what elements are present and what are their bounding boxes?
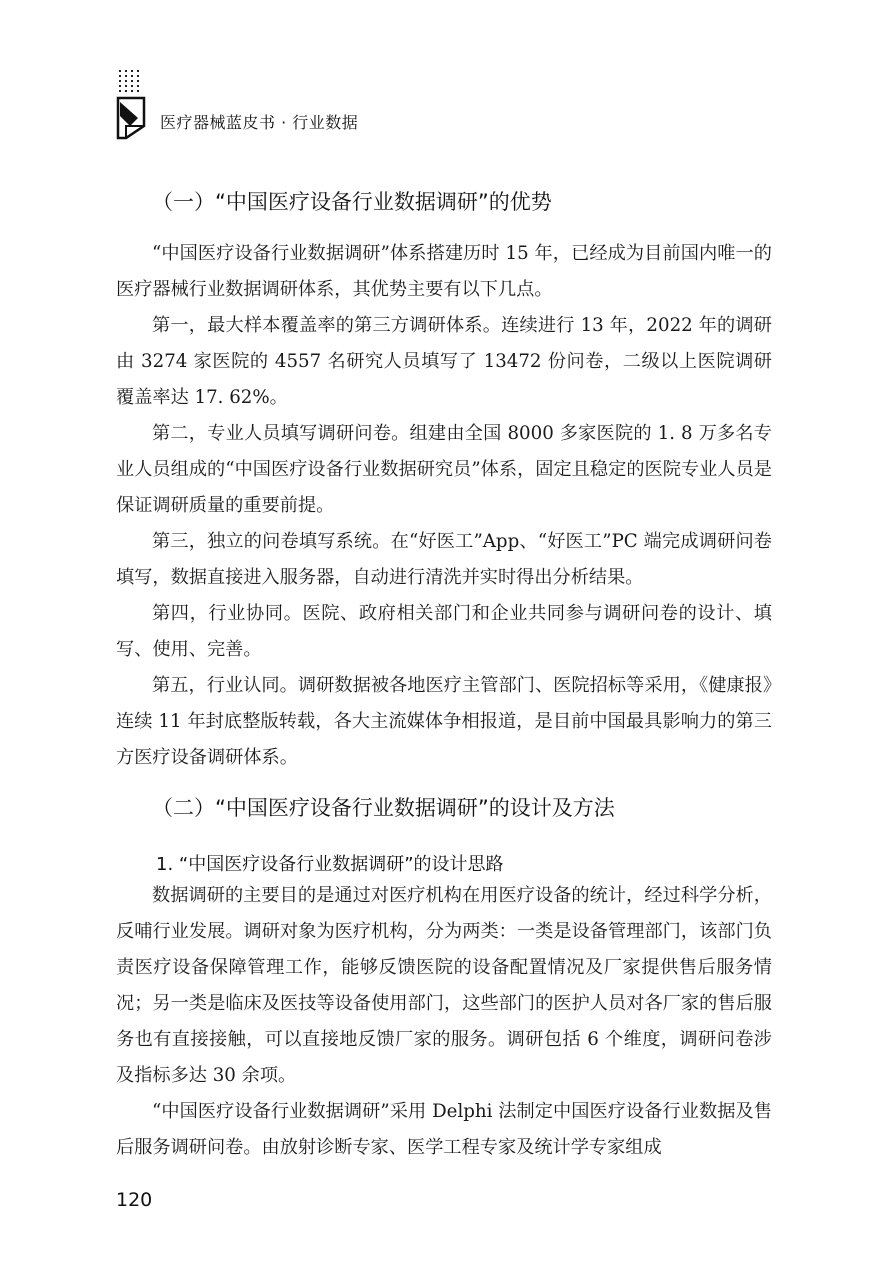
running-header-title: 医疗器械蓝皮书 · 行业数据 [160,113,359,132]
paragraph: 第五，行业认同。调研数据被各地医疗主管部门、医院招标等采用，《健康报》连续 11 年封底整版转载，各大主流媒体争相报道，是目前中国最具影响力的第三方医疗设备调研体系。 [116,675,772,768]
paragraph: “中国医疗设备行业数据调研”采用 Delphi 法制定中国医疗设备行业数据及售后服务调研问卷。由放射诊断专家、医学工程专家及统计学专家组成 [116,1101,772,1158]
sub-heading-design-ideas: 1. “中国医疗设备行业数据调研”的设计思路 [156,854,504,875]
paragraph: 第三，独立的问卷填写系统。在“好医工”App、“好医工”PC 端完成调研问卷填写，数据直接进入服务器，自动进行清洗并实时得出分析结果。 [116,531,772,588]
section-heading-advantages: （一）“中国医疗设备行业数据调研”的优势 [152,190,552,214]
section-heading-design-methods: （二）“中国医疗设备行业数据调研”的设计及方法 [152,796,615,820]
paragraph: 数据调研的主要目的是通过对医疗机构在用医疗设备的统计，经过科学分析，反哺行业发展。调研对象为医疗机构，分为两类：一类是设备管理部门，该部门负责医疗设备保障管理工作，能够反馈医院的设备配置情况及厂家提供售后服务情况；另一类是临床及医技等设备使用部门，这些部门的医护人员对各厂家的售后服务也有直接接触，可以直接地反馈厂家的服务。调研包括 6 个维度，调研问卷涉及指标多达 30 余项。 [116,885,772,1086]
paragraph: 第四，行业协同。医院、政府相关部门和企业共同参与调研问卷的设计、填写、使用、完善。 [116,603,772,660]
paragraph: 第二，专业人员填写调研问卷。组建由全国 8000 多家医院的 1. 8 万多名专业人员组成的“中国医疗设备行业数据研究员”体系，固定且稳定的医院专业人员是保证调研质量的重要前提。 [116,423,772,516]
paragraph: “中国医疗设备行业数据调研”体系搭建历时 15 年，已经成为目前国内唯一的医疗器械行业数据调研体系，其优势主要有以下几点。 [116,243,772,300]
paragraph: 第一，最大样本覆盖率的第三方调研体系。连续进行 13 年，2022 年的调研由 3274 家医院的 4557 名研究人员填写了 13472 份问卷，二级以上医院调研覆盖率达 17. 62%。 [116,315,772,408]
book-corner-logo-icon [116,68,148,140]
page-number: 120 [116,1189,153,1211]
